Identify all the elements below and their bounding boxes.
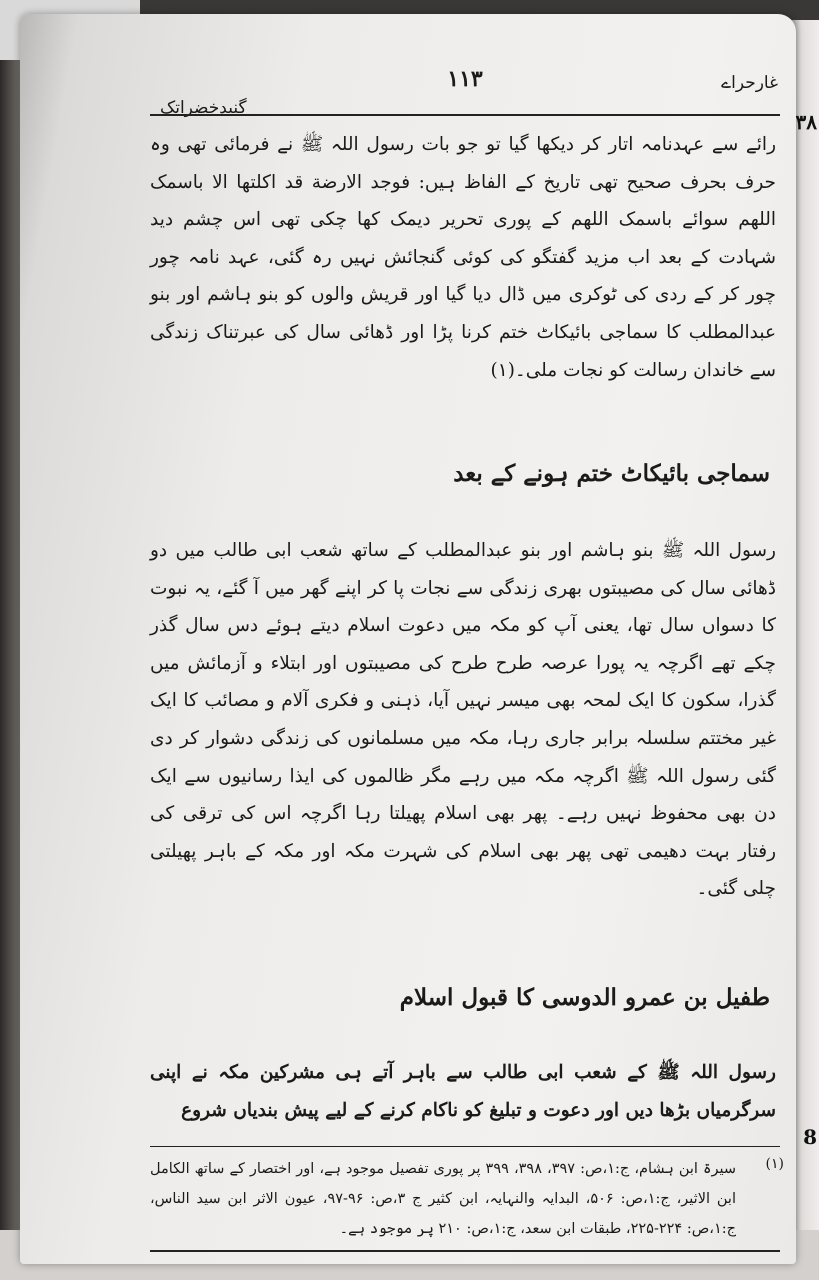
heading-tufail: طفیل بن عمرو الدوسی کا قبول اسلام bbox=[399, 984, 770, 1011]
footnote-marker: (۱) bbox=[765, 1156, 784, 1172]
footnote-rule bbox=[150, 1146, 780, 1147]
chapter-title: گنبدخضراتک bbox=[160, 98, 247, 118]
footer-rule bbox=[150, 1250, 780, 1252]
paragraph-tufail: رسول اللہ ﷺ کے شعب ابی طالب سے باہر آتے ہی مشرکین مکہ نے اپنی سرگرمیاں بڑھا دیں اور دعوت و تبلیغ کو ناکام کرنے کے لیے پیش بندیاں شروع bbox=[150, 1062, 776, 1121]
adjacent-page-number: ۳۸ bbox=[795, 110, 817, 134]
paragraph-boycott-end: رائے سے عہدنامہ اتار کر دیکھا گیا تو جو بات رسول اللہ ﷺ نے فرمائی تھی وہ حرف بحرف صحیح تھی تاریخ کے الفاظ ہیں: فوجد الارضة قد اکلتھا الا باسمک اللھم سوائے باسمک اللھم کے پوری تحریر دیمک کھا چکی تھی اس چشم دید شہادت کے بعد اب مزید گفتگو کی کوئی گنجائش نہیں رہ گئی، عہد نامہ چور چور کر کے ردی کی ٹوکری میں ڈال دیا گیا اور قریش والوں کو بنو ہاشم اور بنو عبدالمطلب کا سماجی بائیکاٹ ختم کرنا پڑا اور ڈھائی سال کی عبرتناک زندگی سے خاندان رسالت کو نجات ملی۔(۱) bbox=[150, 134, 776, 381]
footnote-text: سیرۃ ابن ہشام، ج:۱،ص: ۳۹۷، ۳۹۸، ۳۹۹ پر پوری تفصیل موجود ہے، اور اختصار کے ساتھ الکامل ابن الاثیر، ج:۱،ص: ۵۰۶، البدایہ والنہایہ، ابن کثیر ج ۳،ص: ۹۶-۹۷، عیون الاثر ابن سید الناس، ج:۱،ص: ۲۲۴-۲۲۵، طبقات ابن سعد، ج:۱،ص: ۲۱۰ پر موجود ہے۔ bbox=[150, 1161, 737, 1237]
page-number: ۱۱۳ bbox=[447, 66, 483, 92]
running-header bbox=[150, 66, 780, 118]
adjacent-page-fragment: 8 bbox=[803, 1125, 817, 1149]
heading-after-boycott: سماجی بائیکاٹ ختم ہونے کے بعد bbox=[453, 460, 770, 487]
paragraph-tenth-year: رسول اللہ ﷺ بنو ہاشم اور بنو عبدالمطلب کے ساتھ شعب ابی طالب میں دو ڈھائی سال کی مصیبتوں بھری زندگی سے نجات پا کر اپنے گھر میں آ گئے، یہ نبوت کا دسواں سال تھا، یعنی آپ کو مکہ میں دعوت اسلام دیتے ہوئے دس سال گذر چکے تھے اگرچہ یہ پورا عرصہ طرح طرح کی مصیبتوں اور ابتلاء و آزمائش میں گذرا، سکون کا ایک لمحہ بھی میسر نہیں آیا، ذہنی و فکری آلام و مصائب کا ایک غیر مختتم سلسلہ برابر جاری رہا، مکہ میں مسلمانوں کی زندگی دشوار کر دی گئی رسول اللہ ﷺ اگرچہ مکہ میں رہے مگر ظالموں کی ایذا رسانیوں سے ایک دن بھی محفوظ نہیں رہے۔ پھر بھی اسلام پھیلتا رہا اگرچہ اس کی ترقی کی رفتار بہت دھیمی تھی پھر بھی اسلام کی شہرت مکہ اور مکہ کے باہر پھیلتی چلی گئی۔ bbox=[150, 540, 776, 900]
book-title: غارحراے bbox=[721, 73, 778, 93]
footnote bbox=[150, 1154, 776, 1244]
book-page bbox=[20, 14, 796, 1264]
header-rule bbox=[150, 114, 780, 116]
